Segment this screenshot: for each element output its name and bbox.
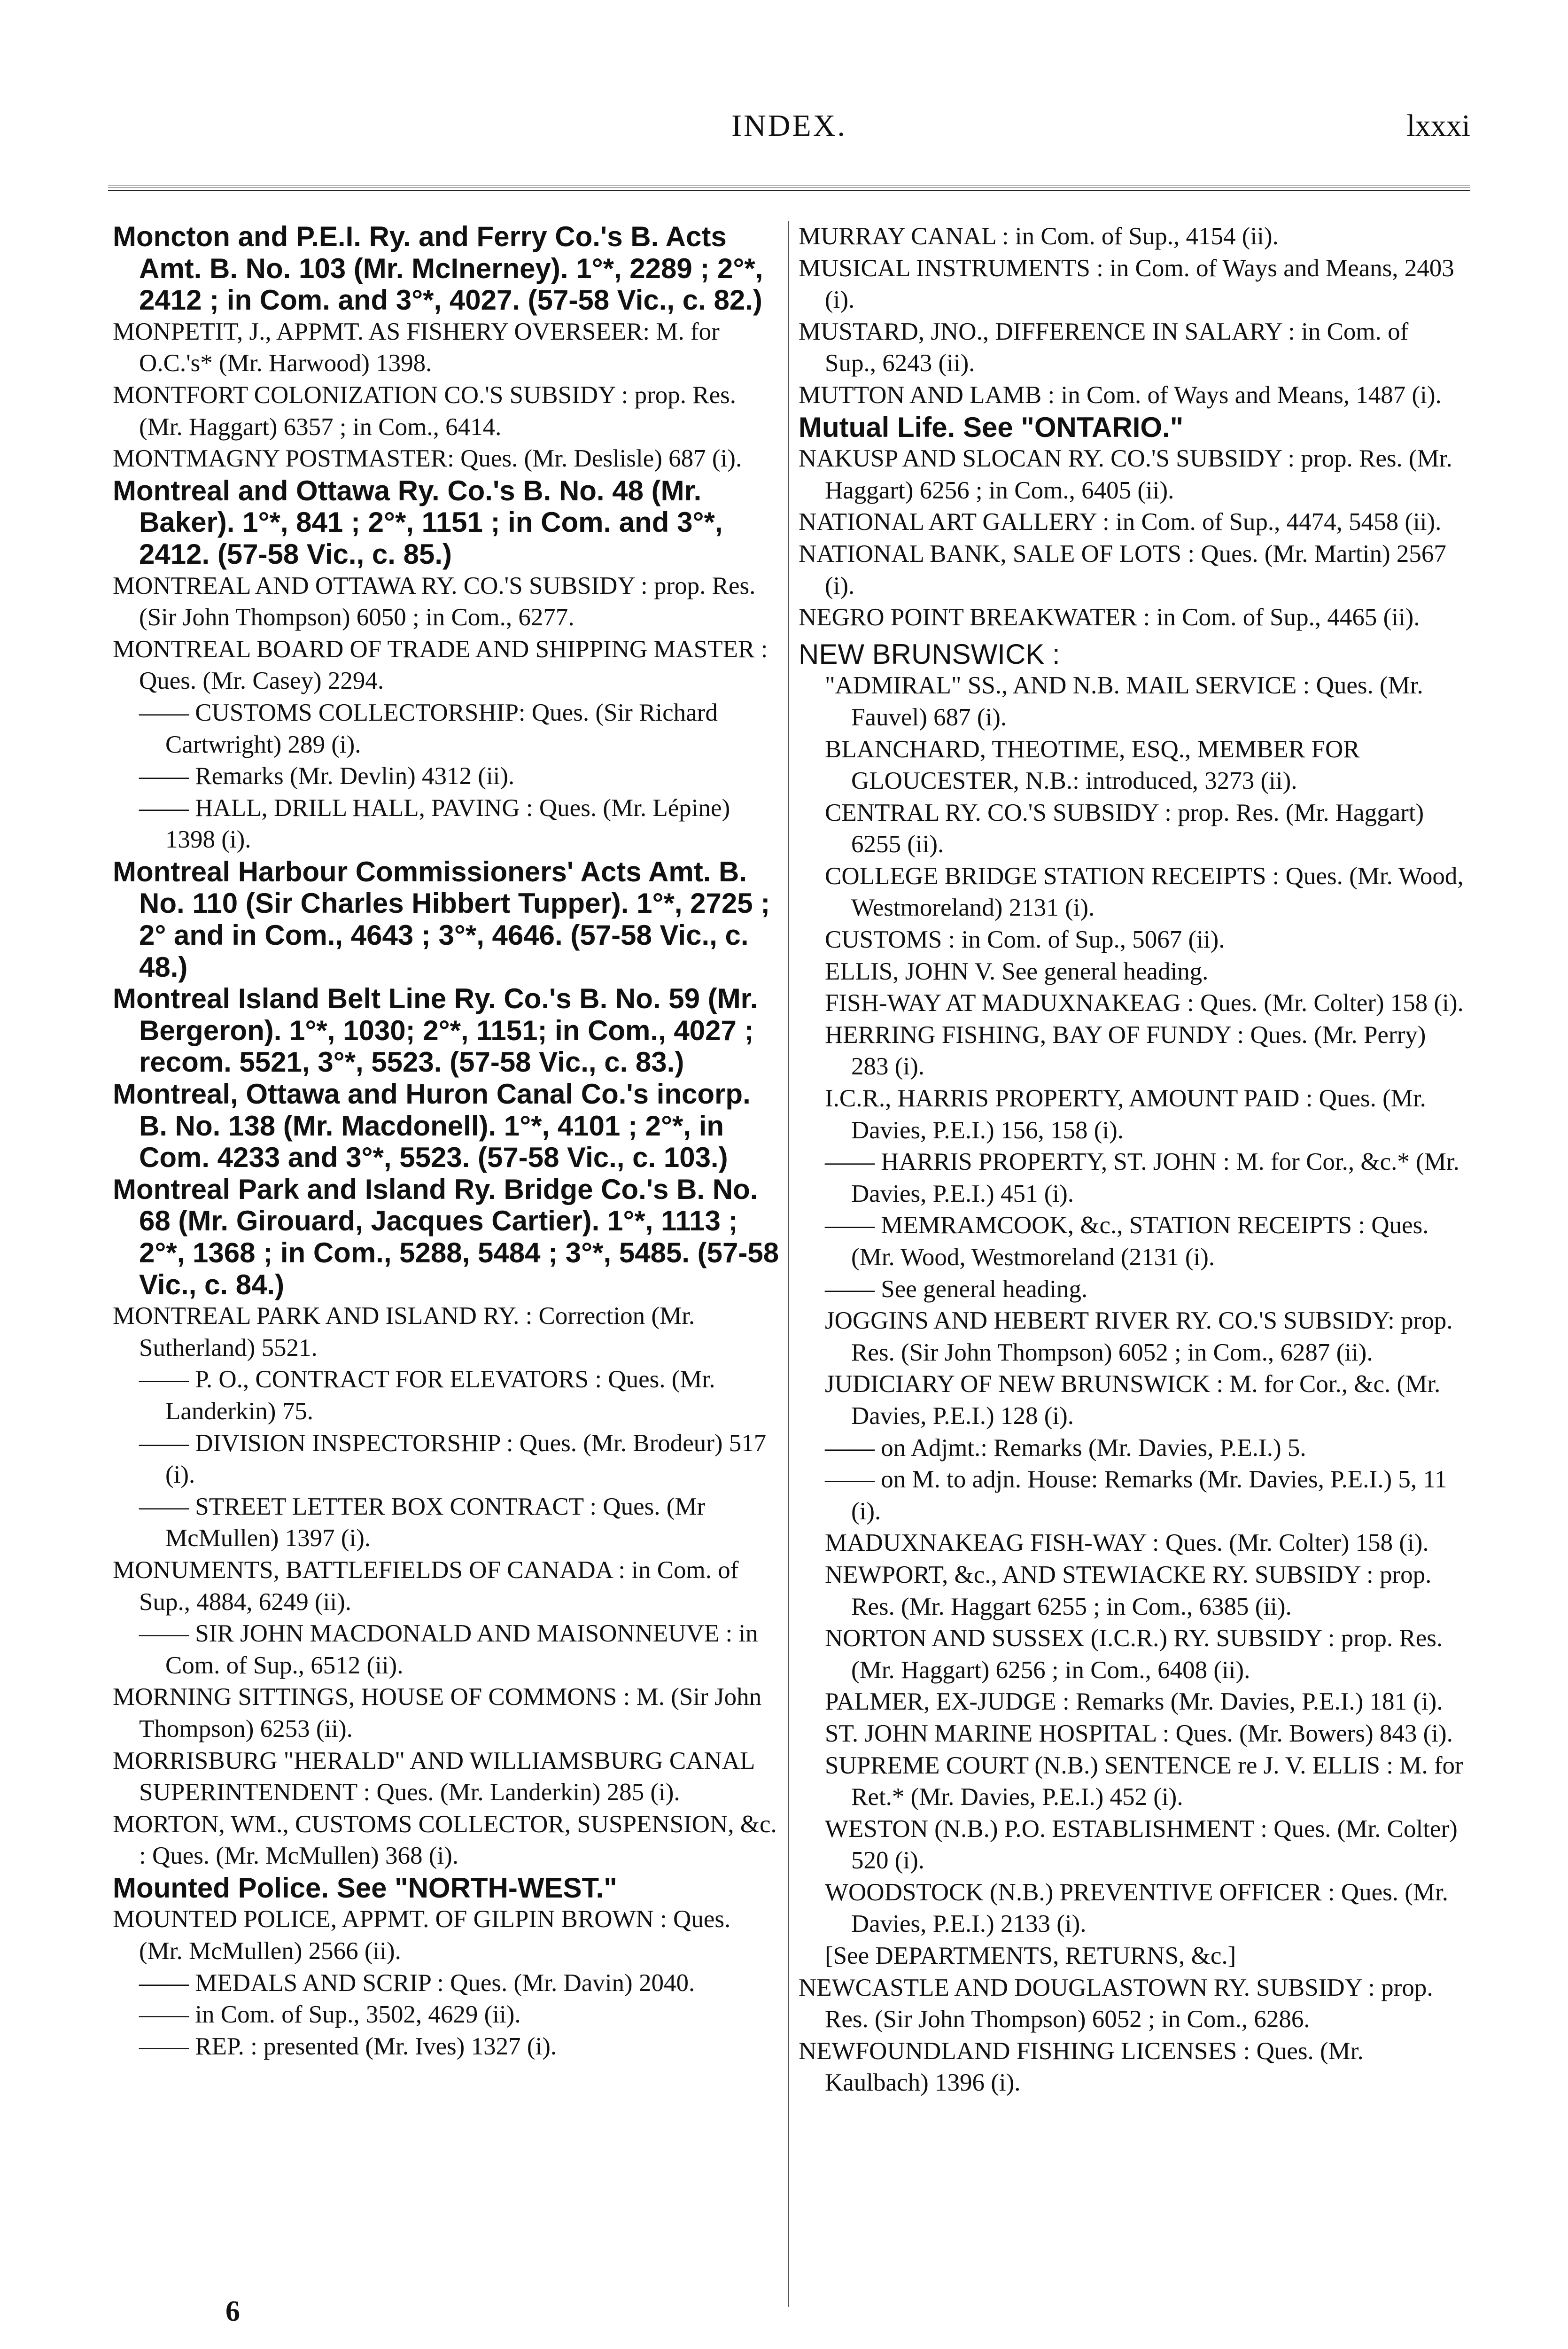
index-entry: MUSICAL INSTRUMENTS : in Com. of Ways and Means, 2403 (i). xyxy=(799,254,1454,314)
left-column xyxy=(113,221,780,2062)
index-subentry: MADUXNAKEAG FISH-WAY : Ques. (Mr. Colter) 158 (i). xyxy=(825,1529,1429,1557)
index-subentry: —— P. O., CONTRACT FOR ELEVATORS : Ques. (Mr. Landerkin) 75. xyxy=(139,1366,715,1425)
index-subentry: —— DIVISION INSPECTORSHIP : Ques. (Mr. Brodeur) 517 (i). xyxy=(139,1429,767,1489)
index-note: [See DEPARTMENTS, RETURNS, &c.] xyxy=(825,1942,1236,1970)
index-subentry: SUPREME COURT (N.B.) SENTENCE re J. V. ELLIS : M. for Ret.* (Mr. Davies, P.E.I.) 452 (i). xyxy=(825,1751,1463,1811)
index-subentry: —— on Adjmt.: Remarks (Mr. Davies, P.E.I.) 5. xyxy=(825,1434,1306,1462)
index-subentry: —— MEMRAMCOOK, &c., STATION RECEIPTS : Ques. (Mr. Wood, Westmoreland (2131 (i). xyxy=(825,1212,1429,1271)
index-subentry: —— in Com. of Sup., 3502, 4629 (ii). xyxy=(139,2001,521,2029)
index-subentry: —— SIR JOHN MACDONALD AND MAISONNEUVE : in Com. of Sup., 6512 (ii). xyxy=(139,1620,758,1679)
index-entry: MONTFORT COLONIZATION CO.'S SUBSIDY : prop. Res. (Mr. Haggart) 6357 ; in Com., 6414. xyxy=(113,381,737,441)
index-subentry: —— Remarks (Mr. Devlin) 4312 (ii). xyxy=(139,762,515,790)
index-subentry: —— MEDALS AND SCRIP : Ques. (Mr. Davin) 2040. xyxy=(139,1969,695,1997)
index-entry: MONUMENTS, BATTLEFIELDS OF CANADA : in Com. of Sup., 4884, 6249 (ii). xyxy=(113,1556,739,1616)
index-entry: Montreal Harbour Commissioners' Acts Amt. B. No. 110 (Sir Charles Hibbert Tupper). 1°*, 2725 ; 2° and in Com., 4643 ; 3°*, 4646. (57-58 Vic., c. 48.) xyxy=(113,856,770,983)
index-subentry: FISH-WAY AT MADUXNAKEAG : Ques. (Mr. Colter) 158 (i). xyxy=(825,989,1464,1017)
index-entry: Montreal Island Belt Line Ry. Co.'s B. No. 59 (Mr. Bergeron). 1°*, 1030; 2°*, 1151; in Com., 4027 ; recom. 5521, 3°*, 5523. (57-58 Vic., c. 83.) xyxy=(113,983,758,1078)
page-header xyxy=(108,108,1470,160)
index-entry: MONTMAGNY POSTMASTER: Ques. (Mr. Deslisle) 687 (i). xyxy=(113,445,742,473)
index-entry: MONTREAL BOARD OF TRADE AND SHIPPING MASTER : Ques. (Mr. Casey) 2294. xyxy=(113,635,768,695)
index-subentry: —— See general heading. xyxy=(825,1275,1088,1303)
index-entry: MORTON, WM., CUSTOMS COLLECTOR, SUSPENSION, &c. : Ques. (Mr. McMullen) 368 (i). xyxy=(113,1810,777,1870)
index-entry: Montreal Park and Island Ry. Bridge Co.'s B. No. 68 (Mr. Girouard, Jacques Cartier). 1°*, 1113 ; 2°*, 1368 ; in Com., 5288, 5484 ; 3°*, 5485. (57-58 Vic., c. 84.) xyxy=(113,1173,779,1300)
index-subentry: I.C.R., HARRIS PROPERTY, AMOUNT PAID : Ques. (Mr. Davies, P.E.I.) 156, 158 (i). xyxy=(825,1085,1426,1144)
index-entry: MUSTARD, JNO., DIFFERENCE IN SALARY : in Com. of Sup., 6243 (ii). xyxy=(799,318,1409,377)
index-entry: MUTTON AND LAMB : in Com. of Ways and Means, 1487 (i). xyxy=(799,381,1442,409)
index-subentry: NEWPORT, &c., AND STEWIACKE RY. SUBSIDY : prop. Res. (Mr. Haggart 6255 ; in Com., 6385 (ii). xyxy=(825,1561,1432,1620)
right-column xyxy=(799,221,1466,2099)
index-subentry: —— on M. to adjn. House: Remarks (Mr. Davies, P.E.I.) 5, 11 (i). xyxy=(825,1466,1447,1525)
column-divider xyxy=(788,221,789,2307)
index-subentry: —— CUSTOMS COLLECTORSHIP: Ques. (Sir Richard Cartwright) 289 (i). xyxy=(139,699,718,758)
section-heading: NEW BRUNSWICK : xyxy=(799,638,1060,670)
index-entry: Moncton and P.E.I. Ry. and Ferry Co.'s B. Acts Amt. B. No. 103 (Mr. McInerney). 1°*, 2289 ; 2°*, 2412 ; in Com. and 3°*, 4027. (57-58 Vic., c. 82.) xyxy=(113,221,763,316)
index-subentry: ST. JOHN MARINE HOSPITAL : Ques. (Mr. Bowers) 843 (i). xyxy=(825,1719,1453,1747)
index-subentry: JUDICIARY OF NEW BRUNSWICK : M. for Cor., &c. (Mr. Davies, P.E.I.) 128 (i). xyxy=(825,1370,1441,1430)
index-entry: NAKUSP AND SLOCAN RY. CO.'S SUBSIDY : prop. Res. (Mr. Haggart) 6256 ; in Com., 6405 (ii). xyxy=(799,445,1452,504)
index-subentry: NORTON AND SUSSEX (I.C.R.) RY. SUBSIDY : prop. Res. (Mr. Haggart) 6256 ; in Com., 6408 (ii). xyxy=(825,1625,1443,1684)
index-subentry: "ADMIRAL" SS., AND N.B. MAIL SERVICE : Ques. (Mr. Fauvel) 687 (i). xyxy=(825,672,1423,731)
index-subentry: COLLEGE BRIDGE STATION RECEIPTS : Ques. (Mr. Wood, Westmoreland) 2131 (i). xyxy=(825,862,1464,922)
index-entry: Montreal, Ottawa and Huron Canal Co.'s incorp. B. No. 138 (Mr. Macdonell). 1°*, 4101 ; 2°*, in Com. 4233 and 3°*, 5523. (57-58 Vic., c. 103.) xyxy=(113,1078,751,1174)
page-number: lxxxi xyxy=(1406,109,1470,143)
index-entry: MONTREAL PARK AND ISLAND RY. : Correction (Mr. Sutherland) 5521. xyxy=(113,1302,695,1361)
index-entry: MONPETIT, J., APPMT. AS FISHERY OVERSEER: M. for O.C.'s* (Mr. Harwood) 1398. xyxy=(113,318,720,377)
index-subentry: PALMER, EX-JUDGE : Remarks (Mr. Davies, P.E.I.) 181 (i). xyxy=(825,1688,1443,1716)
index-subentry: HERRING FISHING, BAY OF FUNDY : Ques. (Mr. Perry) 283 (i). xyxy=(825,1021,1426,1081)
index-subentry: WOODSTOCK (N.B.) PREVENTIVE OFFICER : Ques. (Mr. Davies, P.E.I.) 2133 (i). xyxy=(825,1878,1448,1938)
index-entry: NEGRO POINT BREAKWATER : in Com. of Sup., 4465 (ii). xyxy=(799,604,1420,631)
index-subentry: CENTRAL RY. CO.'S SUBSIDY : prop. Res. (Mr. Haggart) 6255 (ii). xyxy=(825,799,1424,858)
index-entry: Mutual Life. See "ONTARIO." xyxy=(799,411,1184,443)
index-entry: MONTREAL AND OTTAWA RY. CO.'S SUBSIDY : prop. Res. (Sir John Thompson) 6050 ; in Com., 6277. xyxy=(113,572,756,631)
index-entry: MORRISBURG "HERALD" AND WILLIAMSBURG CANAL SUPERINTENDENT : Ques. (Mr. Landerkin) 285 (i). xyxy=(113,1747,754,1806)
index-entry: NATIONAL BANK, SALE OF LOTS : Ques. (Mr. Martin) 2567 (i). xyxy=(799,540,1446,599)
index-subentry: —— STREET LETTER BOX CONTRACT : Ques. (Mr McMullen) 1397 (i). xyxy=(139,1493,706,1552)
index-entry: NATIONAL ART GALLERY : in Com. of Sup., 4474, 5458 (ii). xyxy=(799,508,1442,536)
index-subentry: —— HARRIS PROPERTY, ST. JOHN : M. for Cor., &c.* (Mr. Davies, P.E.I.) 451 (i). xyxy=(825,1148,1459,1207)
index-subentry: WESTON (N.B.) P.O. ESTABLISHMENT : Ques. (Mr. Colter) 520 (i). xyxy=(825,1815,1458,1875)
index-entry: Mounted Police. See "NORTH-WEST." xyxy=(113,1872,617,1904)
index-subentry: BLANCHARD, THEOTIME, ESQ., MEMBER FOR GLOUCESTER, N.B.: introduced, 3273 (ii). xyxy=(825,735,1360,795)
index-entry: MURRAY CANAL : in Com. of Sup., 4154 (ii). xyxy=(799,223,1279,250)
header-rule xyxy=(108,186,1470,191)
index-entry: Montreal and Ottawa Ry. Co.'s B. No. 48 (Mr. Baker). 1°*, 841 ; 2°*, 1151 ; in Com. and 3°*, 2412. (57-58 Vic., c. 85.) xyxy=(113,474,723,570)
index-entry: MORNING SITTINGS, HOUSE OF COMMONS : M. (Sir John Thompson) 6253 (ii). xyxy=(113,1683,762,1742)
index-subentry: JOGGINS AND HEBERT RIVER RY. CO.'S SUBSIDY: prop. Res. (Sir John Thompson) 6052 ; in Com., 6287 (ii). xyxy=(825,1307,1453,1366)
signature-mark: 6 xyxy=(225,2295,240,2327)
page-title: INDEX. xyxy=(731,109,847,143)
index-subentry: —— HALL, DRILL HALL, PAVING : Ques. (Mr. Lépine) 1398 (i). xyxy=(139,794,730,854)
index-subentry: —— REP. : presented (Mr. Ives) 1327 (i). xyxy=(139,2032,557,2060)
index-entry: NEWCASTLE AND DOUGLASTOWN RY. SUBSIDY : prop. Res. (Sir John Thompson) 6052 ; in Com., 6286. xyxy=(799,1974,1433,2033)
index-subentry: ELLIS, JOHN V. See general heading. xyxy=(825,957,1209,985)
index-subentry: CUSTOMS : in Com. of Sup., 5067 (ii). xyxy=(825,926,1225,954)
index-entry: MOUNTED POLICE, APPMT. OF GILPIN BROWN : Ques. (Mr. McMullen) 2566 (ii). xyxy=(113,1906,731,1965)
index-entry: NEWFOUNDLAND FISHING LICENSES : Ques. (Mr. Kaulbach) 1396 (i). xyxy=(799,2037,1364,2097)
